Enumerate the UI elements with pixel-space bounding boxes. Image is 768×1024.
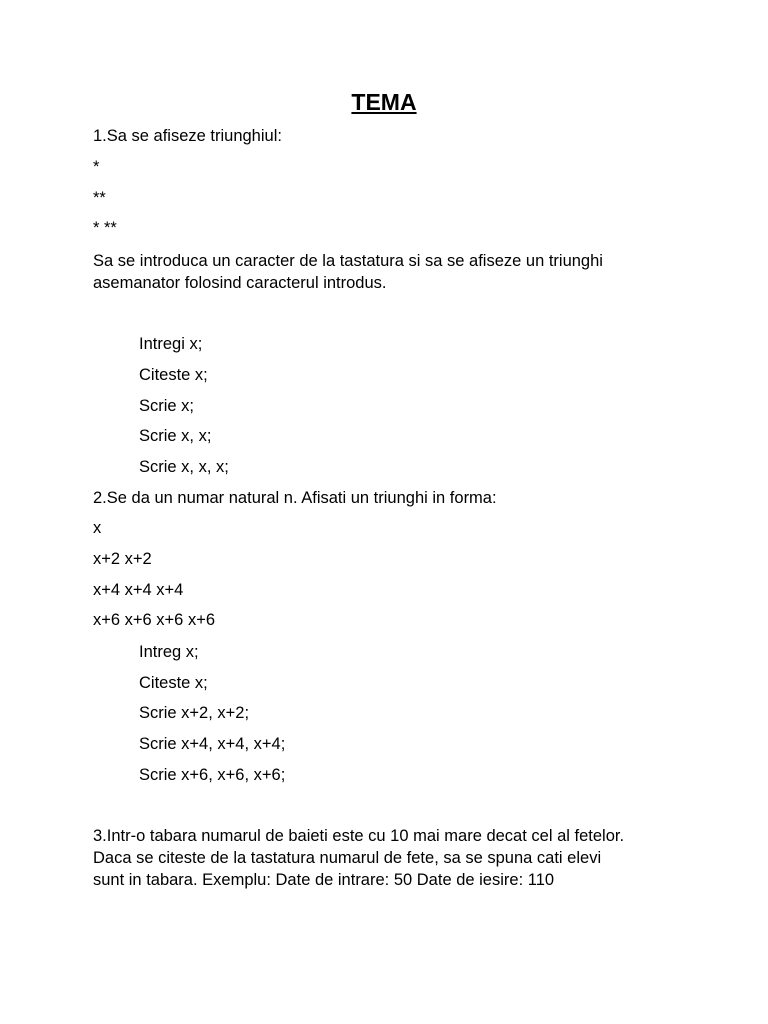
exercise-2-code-line-2: Citeste x; bbox=[139, 674, 208, 692]
star-line-1: * bbox=[93, 158, 100, 176]
exercise-1-code-line-2: Citeste x; bbox=[139, 366, 208, 384]
pattern-line-3: x+4 x+4 x+4 bbox=[93, 581, 184, 599]
exercise-2-code-line-1: Intreg x; bbox=[139, 643, 199, 661]
pattern-line-1: x bbox=[93, 519, 102, 537]
exercise-1-description-line-1: Sa se introduca un caracter de la tastatura si sa se afiseze un triunghi bbox=[93, 252, 603, 270]
exercise-3-line-1: 3.Intr-o tabara numarul de baieti este cu 10 mai mare decat cel al fetelor. bbox=[93, 827, 625, 845]
exercise-1-code-line-1: Intregi x; bbox=[139, 335, 203, 353]
exercise-2-code-line-4: Scrie x+4, x+4, x+4; bbox=[139, 735, 286, 753]
exercise-1-code-line-3: Scrie x; bbox=[139, 397, 195, 415]
exercise-1-code-line-4: Scrie x, x; bbox=[139, 427, 212, 445]
exercise-3-line-3: sunt in tabara. Exemplu: Date de intrare: 50 Date de iesire: 110 bbox=[93, 871, 555, 889]
pattern-line-2: x+2 x+2 bbox=[93, 550, 152, 568]
exercise-3-line-2: Daca se citeste de la tastatura numarul de fete, sa se spuna cati elevi bbox=[93, 849, 602, 867]
star-line-2: ** bbox=[93, 189, 106, 207]
exercise-1-description-line-2: asemanator folosind caracterul introdus. bbox=[93, 274, 387, 292]
document-title: TEMA bbox=[351, 89, 417, 115]
star-line-3: * ** bbox=[93, 219, 117, 237]
exercise-2-code-line-3: Scrie x+2, x+2; bbox=[139, 704, 250, 722]
exercise-2-prompt: 2.Se da un numar natural n. Afisati un triunghi in forma: bbox=[93, 489, 497, 507]
pattern-line-4: x+6 x+6 x+6 x+6 bbox=[93, 611, 216, 629]
exercise-2-code-line-5: Scrie x+6, x+6, x+6; bbox=[139, 766, 286, 784]
exercise-1-code-line-5: Scrie x, x, x; bbox=[139, 458, 229, 476]
exercise-1-prompt: 1.Sa se afiseze triunghiul: bbox=[93, 127, 282, 145]
